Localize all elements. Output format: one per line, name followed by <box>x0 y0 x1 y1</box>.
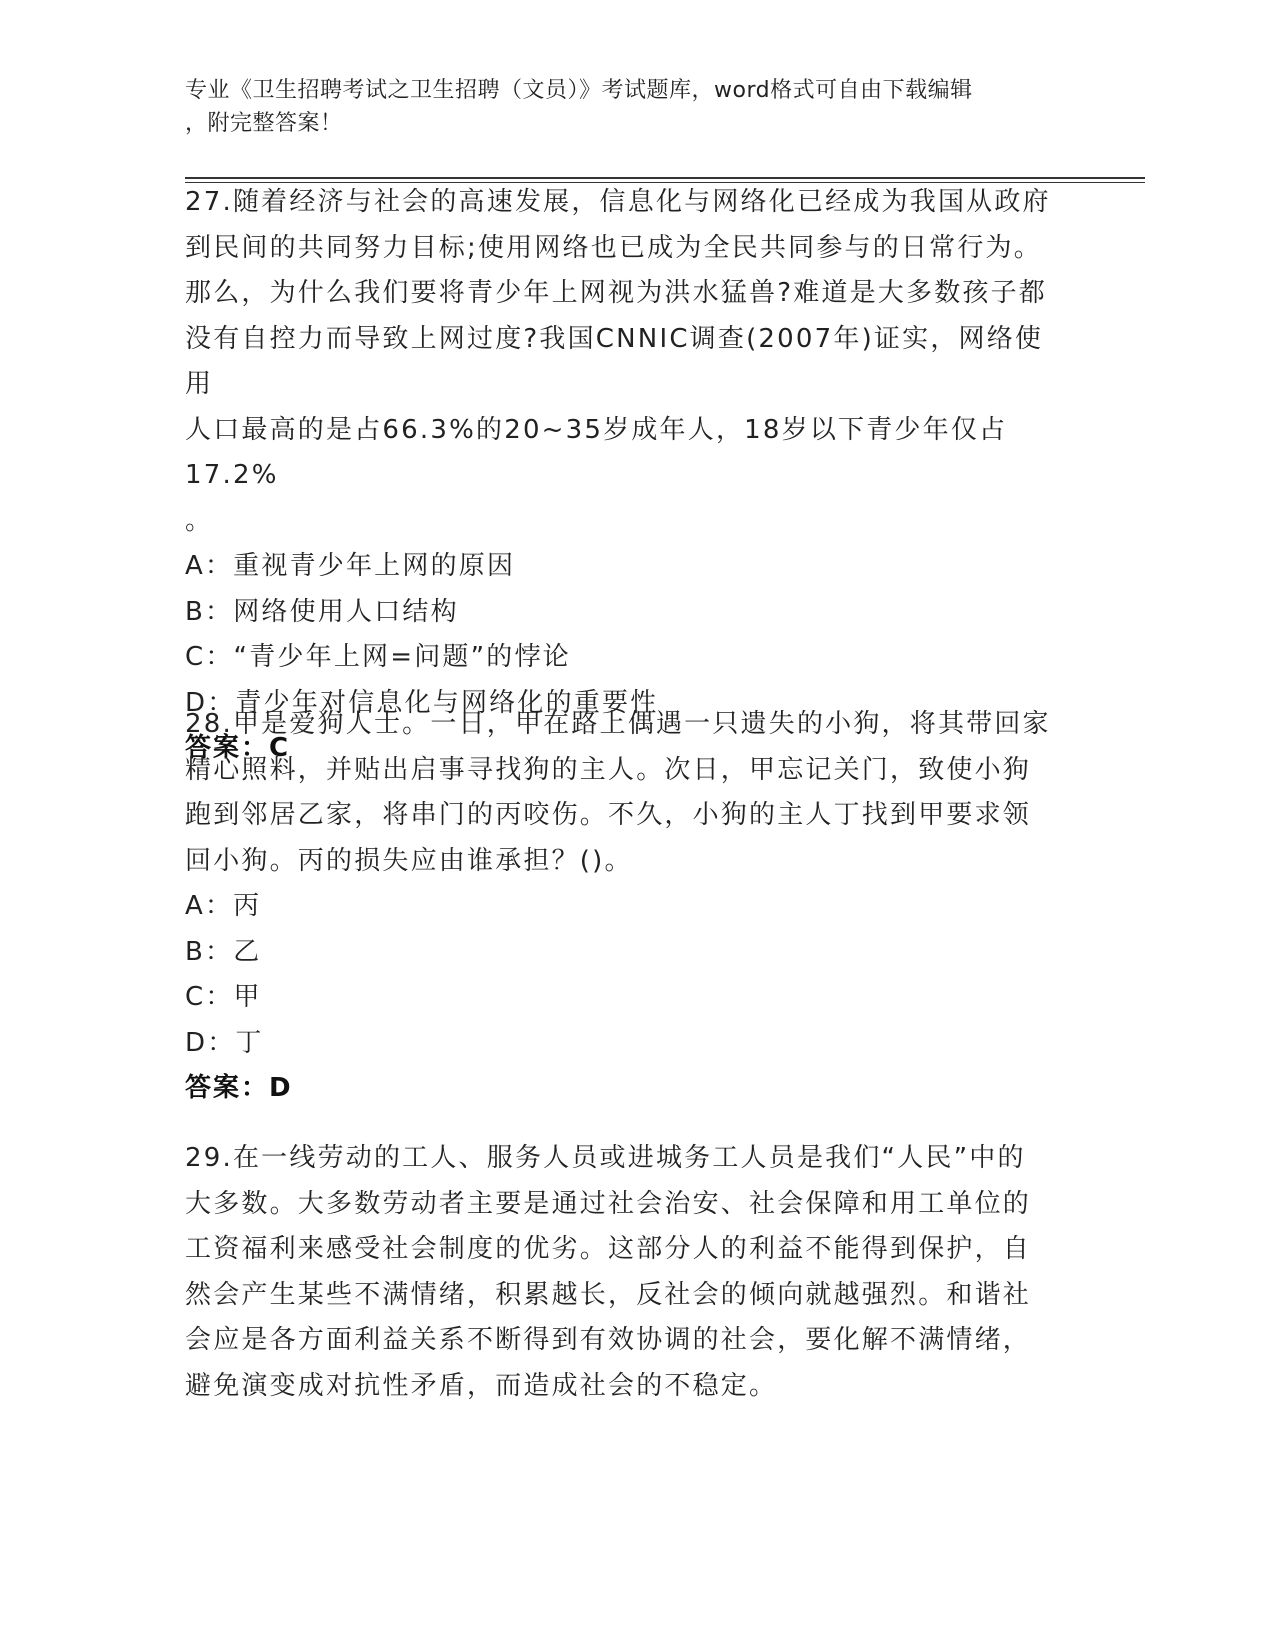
question-stem-line: 28.甲是爱狗人士。一日，甲在路上偶遇一只遗失的小狗，将其带回家 <box>185 709 1051 739</box>
question-29 <box>185 1136 1065 1409</box>
question-28 <box>185 702 1065 1112</box>
question-stem-line: 会应是各方面利益关系不断得到有效协调的社会，要化解不满情绪， <box>185 1325 1032 1355</box>
option-d: D：丁 <box>185 1027 264 1058</box>
header-line-2: ，附完整答案！ <box>185 111 343 136</box>
option-a: A：重视青少年上网的原因 <box>185 551 516 581</box>
question-27 <box>185 180 1065 772</box>
question-stem-line: 精心照料，并贴出启事寻找狗的主人。次日，甲忘记关门，致使小狗 <box>185 754 1032 785</box>
question-stem-line: 那么，为什么我们要将青少年上网视为洪水猛兽?难道是大多数孩子都 <box>185 278 1048 308</box>
option-d: D：青少年对信息化与网络化的重要性 <box>185 687 659 718</box>
question-stem-line: 到民间的共同努力目标;使用网络也已成为全民共同参与的日常行为。 <box>185 232 1042 263</box>
question-stem-line: 回小狗。丙的损失应由谁承担？()。 <box>185 845 633 876</box>
header-divider-thick <box>185 177 1145 179</box>
option-b: B：网络使用人口结构 <box>185 596 459 627</box>
header-line-1: 专业《卫生招聘考试之卫生招聘（文员）》考试题库，word格式可自由下载编辑 <box>185 78 973 103</box>
question-stem-line: 29.在一线劳动的工人、服务人员或进城务工人员是我们“人民”中的 <box>185 1143 1026 1173</box>
question-stem-line: 跑到邻居乙家，将串门的丙咬伤。不久，小狗的主人丁找到甲要求领 <box>185 800 1032 830</box>
option-b: B：乙 <box>185 936 262 967</box>
question-stem-line: 人口最高的是占66.3%的20~35岁成年人，18岁以下青少年仅占17.2% <box>185 414 1008 490</box>
question-stem-line: 避免演变成对抗性矛盾，而造成社会的不稳定。 <box>185 1370 778 1401</box>
option-c: C：“青少年上网=问题”的悖论 <box>185 642 571 672</box>
question-stem-line: 大多数。大多数劳动者主要是通过社会治安、社会保障和用工单位的 <box>185 1188 1032 1219</box>
option-c: C：甲 <box>185 982 262 1012</box>
question-stem-line: 没有自控力而导致上网过度?我国CNNIC调查(2007年)证实，网络使用 <box>185 323 1044 399</box>
answer-label: 答案：C <box>185 733 291 763</box>
question-stem-line: 。 <box>185 505 214 536</box>
question-stem-line: 工资福利来感受社会制度的优劣。这部分人的利益不能得到保护，自 <box>185 1234 1032 1264</box>
answer-label: 答案：D <box>185 1073 293 1103</box>
option-a: A：丙 <box>185 891 262 921</box>
question-stem-line: 27.随着经济与社会的高速发展，信息化与网络化已经成为我国从政府 <box>185 187 1051 217</box>
document-header <box>185 74 1065 140</box>
question-stem-line: 然会产生某些不满情绪，积累越长，反社会的倾向就越强烈。和谐社 <box>185 1279 1032 1310</box>
